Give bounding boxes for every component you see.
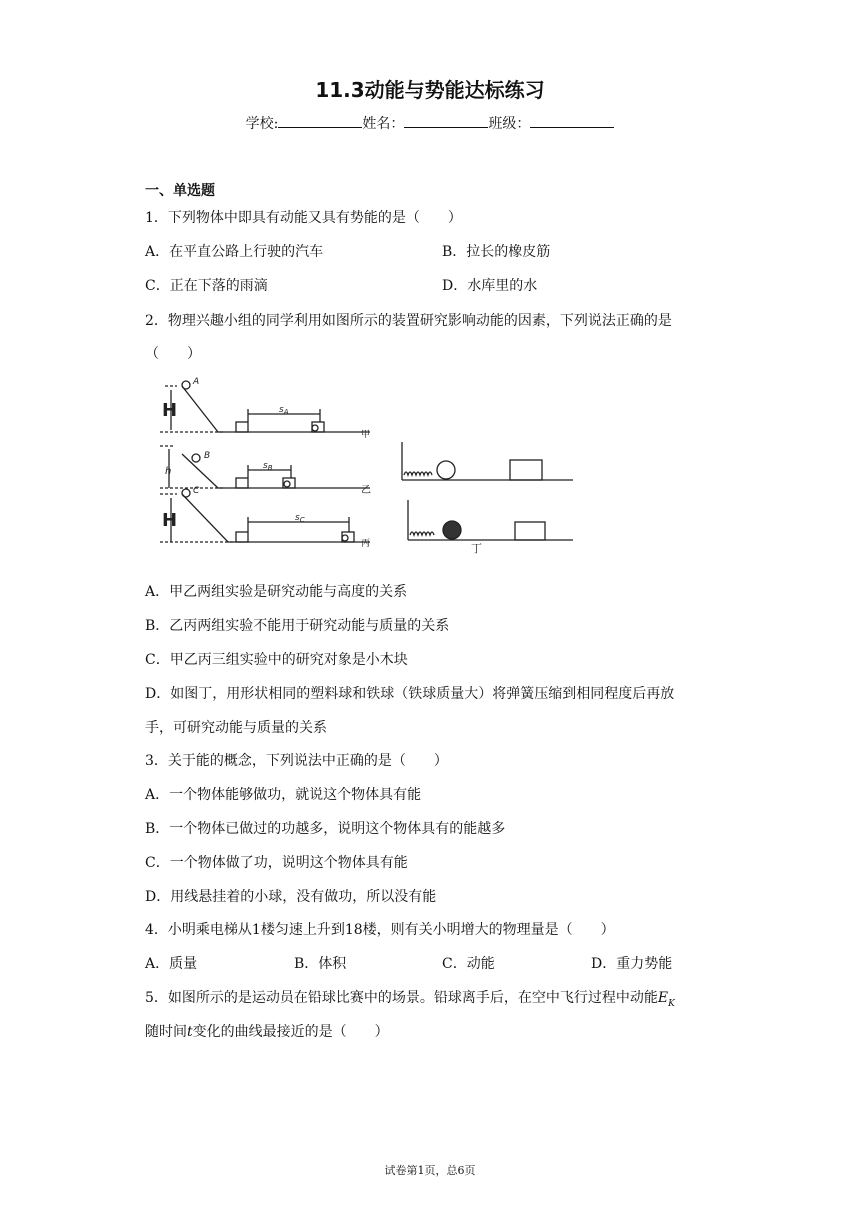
- class-blank[interactable]: [530, 113, 614, 128]
- q5-var-e: E: [657, 990, 669, 1006]
- svg-text:sB: [263, 461, 273, 472]
- name-blank[interactable]: [404, 113, 488, 128]
- label-sb: s: [263, 461, 268, 471]
- setup-yi: [160, 446, 371, 496]
- label-jia: 甲: [361, 430, 371, 440]
- q5-stem-part2: 随时间: [145, 1024, 187, 1040]
- school-label: 学校:: [245, 116, 279, 132]
- label-ball-c: C: [193, 486, 200, 496]
- question-5-stem-continued: [145, 1021, 389, 1041]
- label-sa-sub: A: [283, 408, 289, 416]
- label-ball-a: A: [193, 377, 200, 387]
- q2-option-d: D．如图丁，用形状相同的塑料球和铁球（铁球质量大）将弹簧压缩到相同程度后再放: [145, 686, 675, 702]
- q4-option-a: A．质量: [145, 956, 198, 972]
- question-3-stem: 3．关于能的概念，下列说法中正确的是（ ）: [145, 753, 448, 769]
- q1-option-b: B．拉长的橡皮筋: [442, 244, 551, 260]
- label-sa: s: [279, 405, 284, 415]
- svg-text:sA: [279, 405, 289, 416]
- label-sc-sub: C: [299, 516, 305, 524]
- page-footer: 试卷第1页，总6页: [384, 1164, 476, 1177]
- q2-option-c: C．甲乙丙三组实验中的研究对象是小木块: [145, 652, 408, 668]
- label-h-yi: h: [165, 466, 172, 477]
- class-label: 班级：: [488, 116, 531, 132]
- q4-option-c: C．动能: [442, 956, 495, 972]
- question-2-stem: 2．物理兴趣小组的同学利用如图所示的装置研究影响动能的因素，下列说法正确的是: [145, 313, 672, 329]
- question-4-stem: 4．小明乘电梯从1楼匀速上升到18楼，则有关小明增大的物理量是（ ）: [145, 922, 615, 938]
- q2-option-a: A．甲乙两组实验是研究动能与高度的关系: [145, 584, 408, 600]
- q1-option-d: D．水库里的水: [442, 278, 538, 294]
- student-info-fields: [0, 113, 860, 133]
- page-title: 11.3动能与势能达标练习: [315, 78, 545, 102]
- q3-option-b: B．一个物体已做过的功越多，说明这个物体具有的能越多: [145, 821, 506, 837]
- q5-stem-part1: 5．如图所示的是运动员在铅球比赛中的场景。铅球离手后，在空中飞行过程中动能: [145, 990, 658, 1006]
- label-ding: 丁: [471, 542, 482, 555]
- setup-bing: [160, 486, 370, 549]
- q3-option-a: A．一个物体能够做功，就说这个物体具有能: [145, 787, 422, 803]
- label-ball-b: B: [204, 451, 211, 461]
- q1-option-c: C．正在下落的雨滴: [145, 278, 268, 294]
- label-H-bing: H: [162, 510, 178, 531]
- q4-option-b: B．体积: [294, 956, 347, 972]
- q5-stem-part3: 变化的曲线最接近的是（ ）: [192, 1024, 389, 1040]
- setup-jia: [160, 377, 370, 440]
- q5-var-e-sub: K: [668, 998, 675, 1009]
- q3-option-d: D．用线悬挂着的小球，没有做功，所以没有能: [145, 889, 437, 905]
- school-blank[interactable]: [278, 113, 362, 128]
- setup-ding-lower: [408, 500, 573, 555]
- label-yi: 乙: [361, 485, 371, 496]
- q5-var-t: t: [187, 1024, 193, 1040]
- label-H-jia: H: [162, 400, 178, 421]
- q3-option-c: C．一个物体做了功，说明这个物体具有能: [145, 855, 408, 871]
- question-1-stem: 1．下列物体中即具有动能又具有势能的是（ ）: [145, 210, 462, 226]
- label-sc: s: [295, 513, 300, 523]
- q4-option-d: D．重力势能: [591, 956, 673, 972]
- label-sb-sub: B: [267, 464, 273, 472]
- setup-ding-upper: [402, 442, 573, 480]
- name-label: 姓名：: [362, 116, 405, 132]
- q1-option-a: A．在平直公路上行驶的汽车: [145, 244, 324, 260]
- q2-option-d-continued: 手，可研究动能与质量的关系: [145, 720, 327, 736]
- section-heading: 一、单选题: [145, 183, 215, 199]
- question-2-stem-continued: （ ）: [145, 346, 201, 362]
- q2-option-b: B．乙丙两组实验不能用于研究动能与质量的关系: [145, 618, 450, 634]
- question-5-stem: [145, 987, 675, 1009]
- experiment-figure: [155, 376, 585, 555]
- svg-text:sC: [295, 513, 305, 524]
- label-bing: 丙: [361, 539, 371, 549]
